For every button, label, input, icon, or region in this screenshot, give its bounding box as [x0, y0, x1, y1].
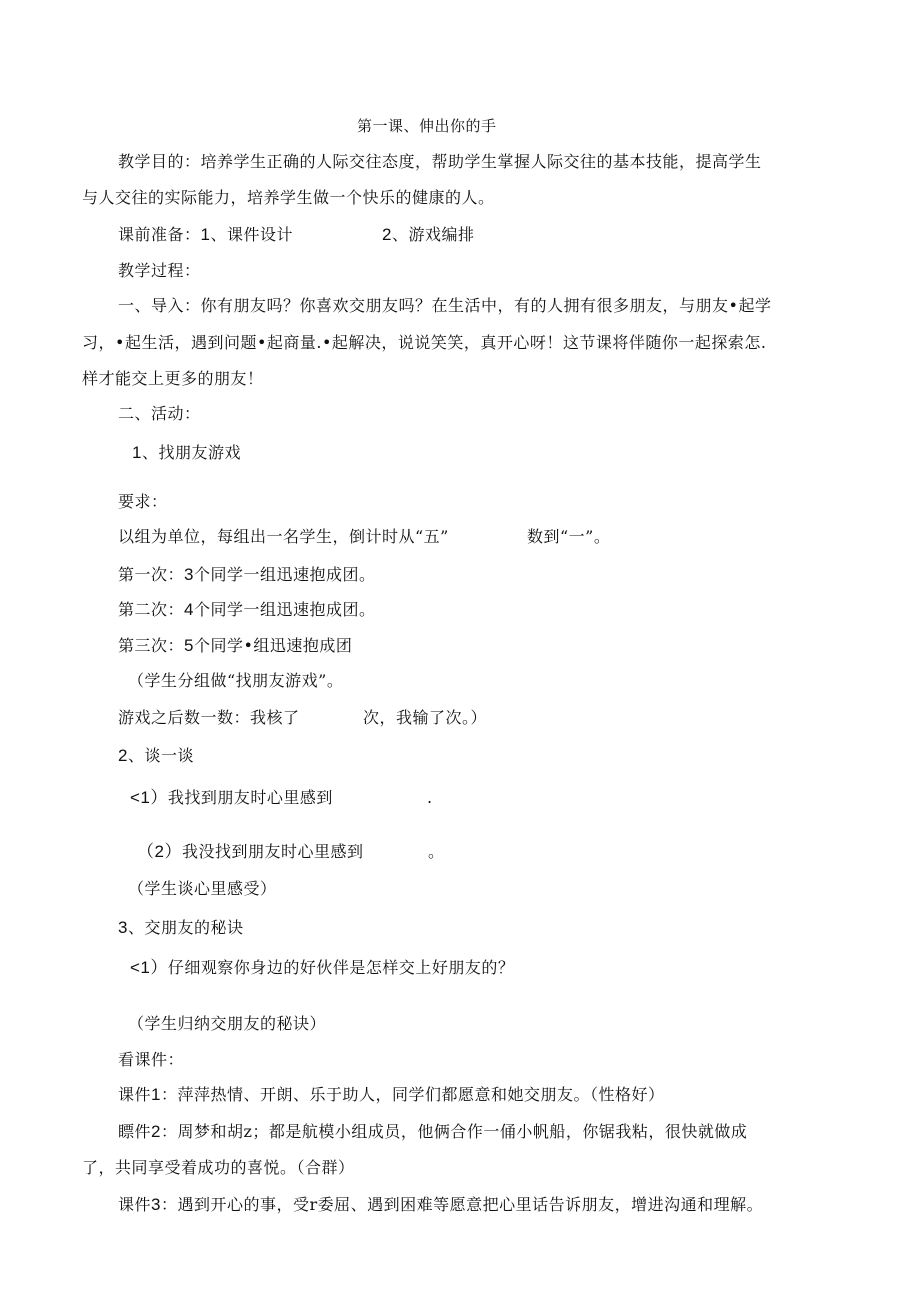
- courseware-2-label: 瞟件: [118, 1122, 152, 1141]
- count-line-a: 游戏之后数一数：我核了: [118, 708, 300, 727]
- question-2-text: 我没找到朋友时心里感到: [181, 842, 364, 861]
- lesson-title: 第一课、伸出你的手: [357, 117, 497, 135]
- process-heading: 教学过程：: [118, 261, 201, 280]
- observe-text: 仔细观察你身边的好伙伴是怎样交上好朋友的？: [167, 958, 515, 977]
- require-line-b: 数到“一”。: [527, 527, 611, 546]
- summary-note: （学生归纳交朋友的秘诀）: [128, 1014, 327, 1033]
- courseware-2-text: ：周梦和胡z；都是航模小组成员，他俩合作一俑小帆船，你锯我粘，很快就做成: [160, 1122, 748, 1141]
- courseware-1-number: 1: [151, 1085, 161, 1104]
- intro-line-3: 样才能交上更多的朋友！: [82, 369, 264, 388]
- first-round-label: 第一次：: [118, 565, 185, 584]
- courseware-2: [118, 1122, 747, 1142]
- prep-item-1-number: 1: [200, 225, 211, 244]
- talk-title: 、谈一谈: [127, 746, 194, 765]
- secret-title: 、交朋友的秘诀: [127, 918, 244, 937]
- secret-number: 3: [118, 918, 128, 937]
- courseware-3-number: 3: [151, 1195, 161, 1214]
- question-2-number: （2）: [137, 842, 182, 861]
- question-2-end: 。: [428, 842, 445, 861]
- second-round-text: 个同学一组迅速抱成团。: [193, 600, 376, 619]
- observe-number: <1）: [130, 958, 168, 977]
- observe-question: [130, 958, 514, 978]
- third-round-text: 个同学•组迅速抱成团: [193, 636, 353, 655]
- prep-item-2: [382, 225, 474, 245]
- watch-label: 看课件：: [118, 1050, 185, 1069]
- courseware-2-line-2: 了，共同享受着成功的喜悦。（合群）: [82, 1158, 355, 1177]
- courseware-2-number: 2: [151, 1122, 161, 1141]
- game-title: 、找朋友游戏: [141, 443, 241, 462]
- courseware-3-text: ：遇到开心的事，受r委屈、遇到困难等愿意把心里话告诉朋友，增进沟通和理解。: [160, 1195, 764, 1214]
- third-round-label: 第三次：: [118, 636, 185, 655]
- third-round: [118, 636, 352, 656]
- first-round-number: 3: [184, 565, 194, 584]
- game-heading: [132, 443, 241, 463]
- first-round: [118, 565, 376, 585]
- secret-heading: [118, 918, 243, 938]
- prep-item-1-text: 、课件设计: [210, 225, 293, 244]
- prep-line: [118, 225, 293, 245]
- question-1-end: .: [427, 788, 433, 807]
- courseware-1-text: ：萍萍热情、开朗、乐于助人，同学们都愿意和她交朋友。（性格好）: [160, 1085, 665, 1104]
- require-label: 要求：: [118, 492, 168, 511]
- group-play-note: （学生分组做“找朋友游戏”。: [128, 671, 344, 690]
- game-number: 1: [132, 443, 142, 462]
- talk-heading: [118, 746, 194, 766]
- second-round-label: 第二次：: [118, 600, 185, 619]
- count-line-b: 次，我输了次。）: [363, 708, 488, 727]
- courseware-3: [118, 1195, 763, 1215]
- intro-line-1: 一、导入：你有朋友吗？你喜欢交朋友吗？在生活中，有的人拥有很多朋友，与朋友•起学: [118, 296, 772, 315]
- prep-item-2-number: 2: [382, 225, 392, 244]
- activity-heading: 二、活动：: [118, 404, 201, 423]
- feeling-note: （学生谈心里感受）: [128, 879, 277, 898]
- second-round: [118, 600, 376, 620]
- talk-number: 2: [118, 746, 128, 765]
- require-line-a: 以组为单位，每组出一名学生，倒计时从“五”: [118, 527, 449, 546]
- courseware-3-label: 课件: [118, 1195, 152, 1214]
- prep-item-2-text: 、游戏编排: [391, 225, 475, 244]
- prep-label: 课前准备：: [118, 225, 201, 244]
- objective-line-2: 与人交往的实际能力，培养学生做一个快乐的健康的人。: [82, 188, 495, 207]
- courseware-1-label: 课件: [118, 1085, 152, 1104]
- first-round-text: 个同学一组迅速抱成团。: [193, 565, 376, 584]
- question-1-text: 我找到朋友时心里感到: [167, 788, 333, 807]
- objective-line-1: 教学目的：培养学生正确的人际交往态度，帮助学生掌握人际交往的基本技能，提高学生: [118, 152, 762, 171]
- question-1-number: <1）: [130, 788, 168, 807]
- intro-line-2: 习，•起生活，遇到问题•起商量.•起解决，说说笑笑，真开心呀！这节课将伴随你一起探索怎.: [82, 333, 767, 352]
- courseware-1: [118, 1085, 665, 1105]
- question-2: [137, 842, 363, 862]
- second-round-number: 4: [184, 600, 194, 619]
- question-1: [130, 788, 333, 808]
- third-round-number: 5: [184, 636, 194, 655]
